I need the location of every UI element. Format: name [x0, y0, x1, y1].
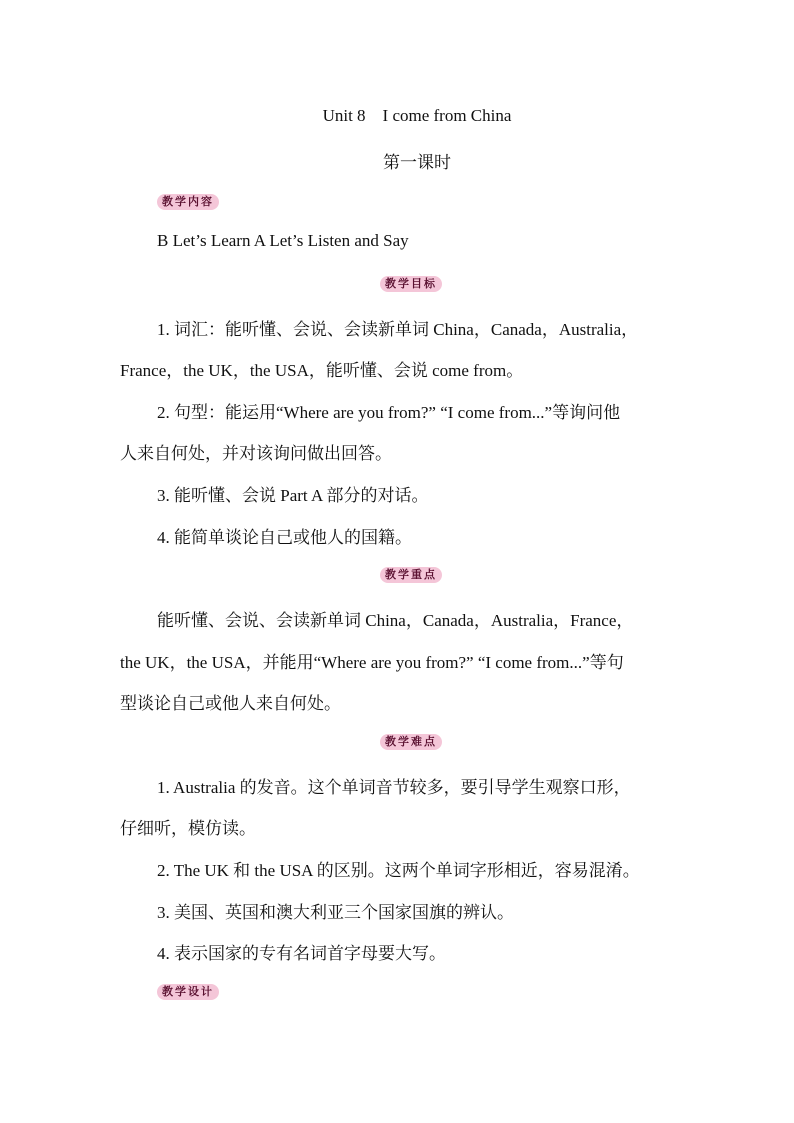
- section-badge-design: 教学设计: [157, 984, 219, 1000]
- section-badge-key: 教学重点: [380, 567, 442, 583]
- key-line-1: 能听懂、会说、会读新单词 China，Canada，Australia，France，: [157, 611, 634, 630]
- goal-2-line-2: 人来自何处，并对该询问做出回答。: [120, 444, 392, 463]
- lesson-subtitle: 第一课时: [383, 153, 451, 172]
- section-badge-goals: 教学目标: [380, 276, 442, 292]
- goal-4: 4. 能简单谈论自己或他人的国籍。: [157, 528, 412, 547]
- content-line: B Let’s Learn A Let’s Listen and Say: [157, 231, 409, 250]
- section-badge-difficult: 教学难点: [380, 734, 442, 750]
- goal-3: 3. 能听懂、会说 Part A 部分的对话。: [157, 486, 429, 505]
- goal-1-line-1: 1. 词汇：能听懂、会说、会读新单词 China，Canada，Australia，: [157, 320, 639, 339]
- difficult-1-line-2: 仔细听，模仿读。: [120, 819, 256, 838]
- page-title: Unit 8 I come from China: [322, 106, 512, 125]
- difficult-1-line-1: 1. Australia 的发音。这个单词音节较多，要引导学生观察口形，: [157, 778, 631, 797]
- difficult-3: 3. 美国、英国和澳大利亚三个国家国旗的辨认。: [157, 903, 514, 922]
- section-badge-content: 教学内容: [157, 194, 219, 210]
- key-line-2: the UK，the USA，并能用“Where are you from?” “I come from...”等句: [120, 653, 624, 672]
- difficult-4: 4. 表示国家的专有名词首字母要大写。: [157, 944, 446, 963]
- difficult-2: 2. The UK 和 the USA 的区别。这两个单词字形相近，容易混淆。: [157, 861, 640, 880]
- key-line-3: 型谈论自己或他人来自何处。: [120, 694, 341, 713]
- goal-1-line-2: France，the UK，the USA，能听懂、会说 come from。: [120, 361, 524, 380]
- goal-2-line-1: 2. 句型：能运用“Where are you from?” “I come from...”等询问他: [157, 403, 621, 422]
